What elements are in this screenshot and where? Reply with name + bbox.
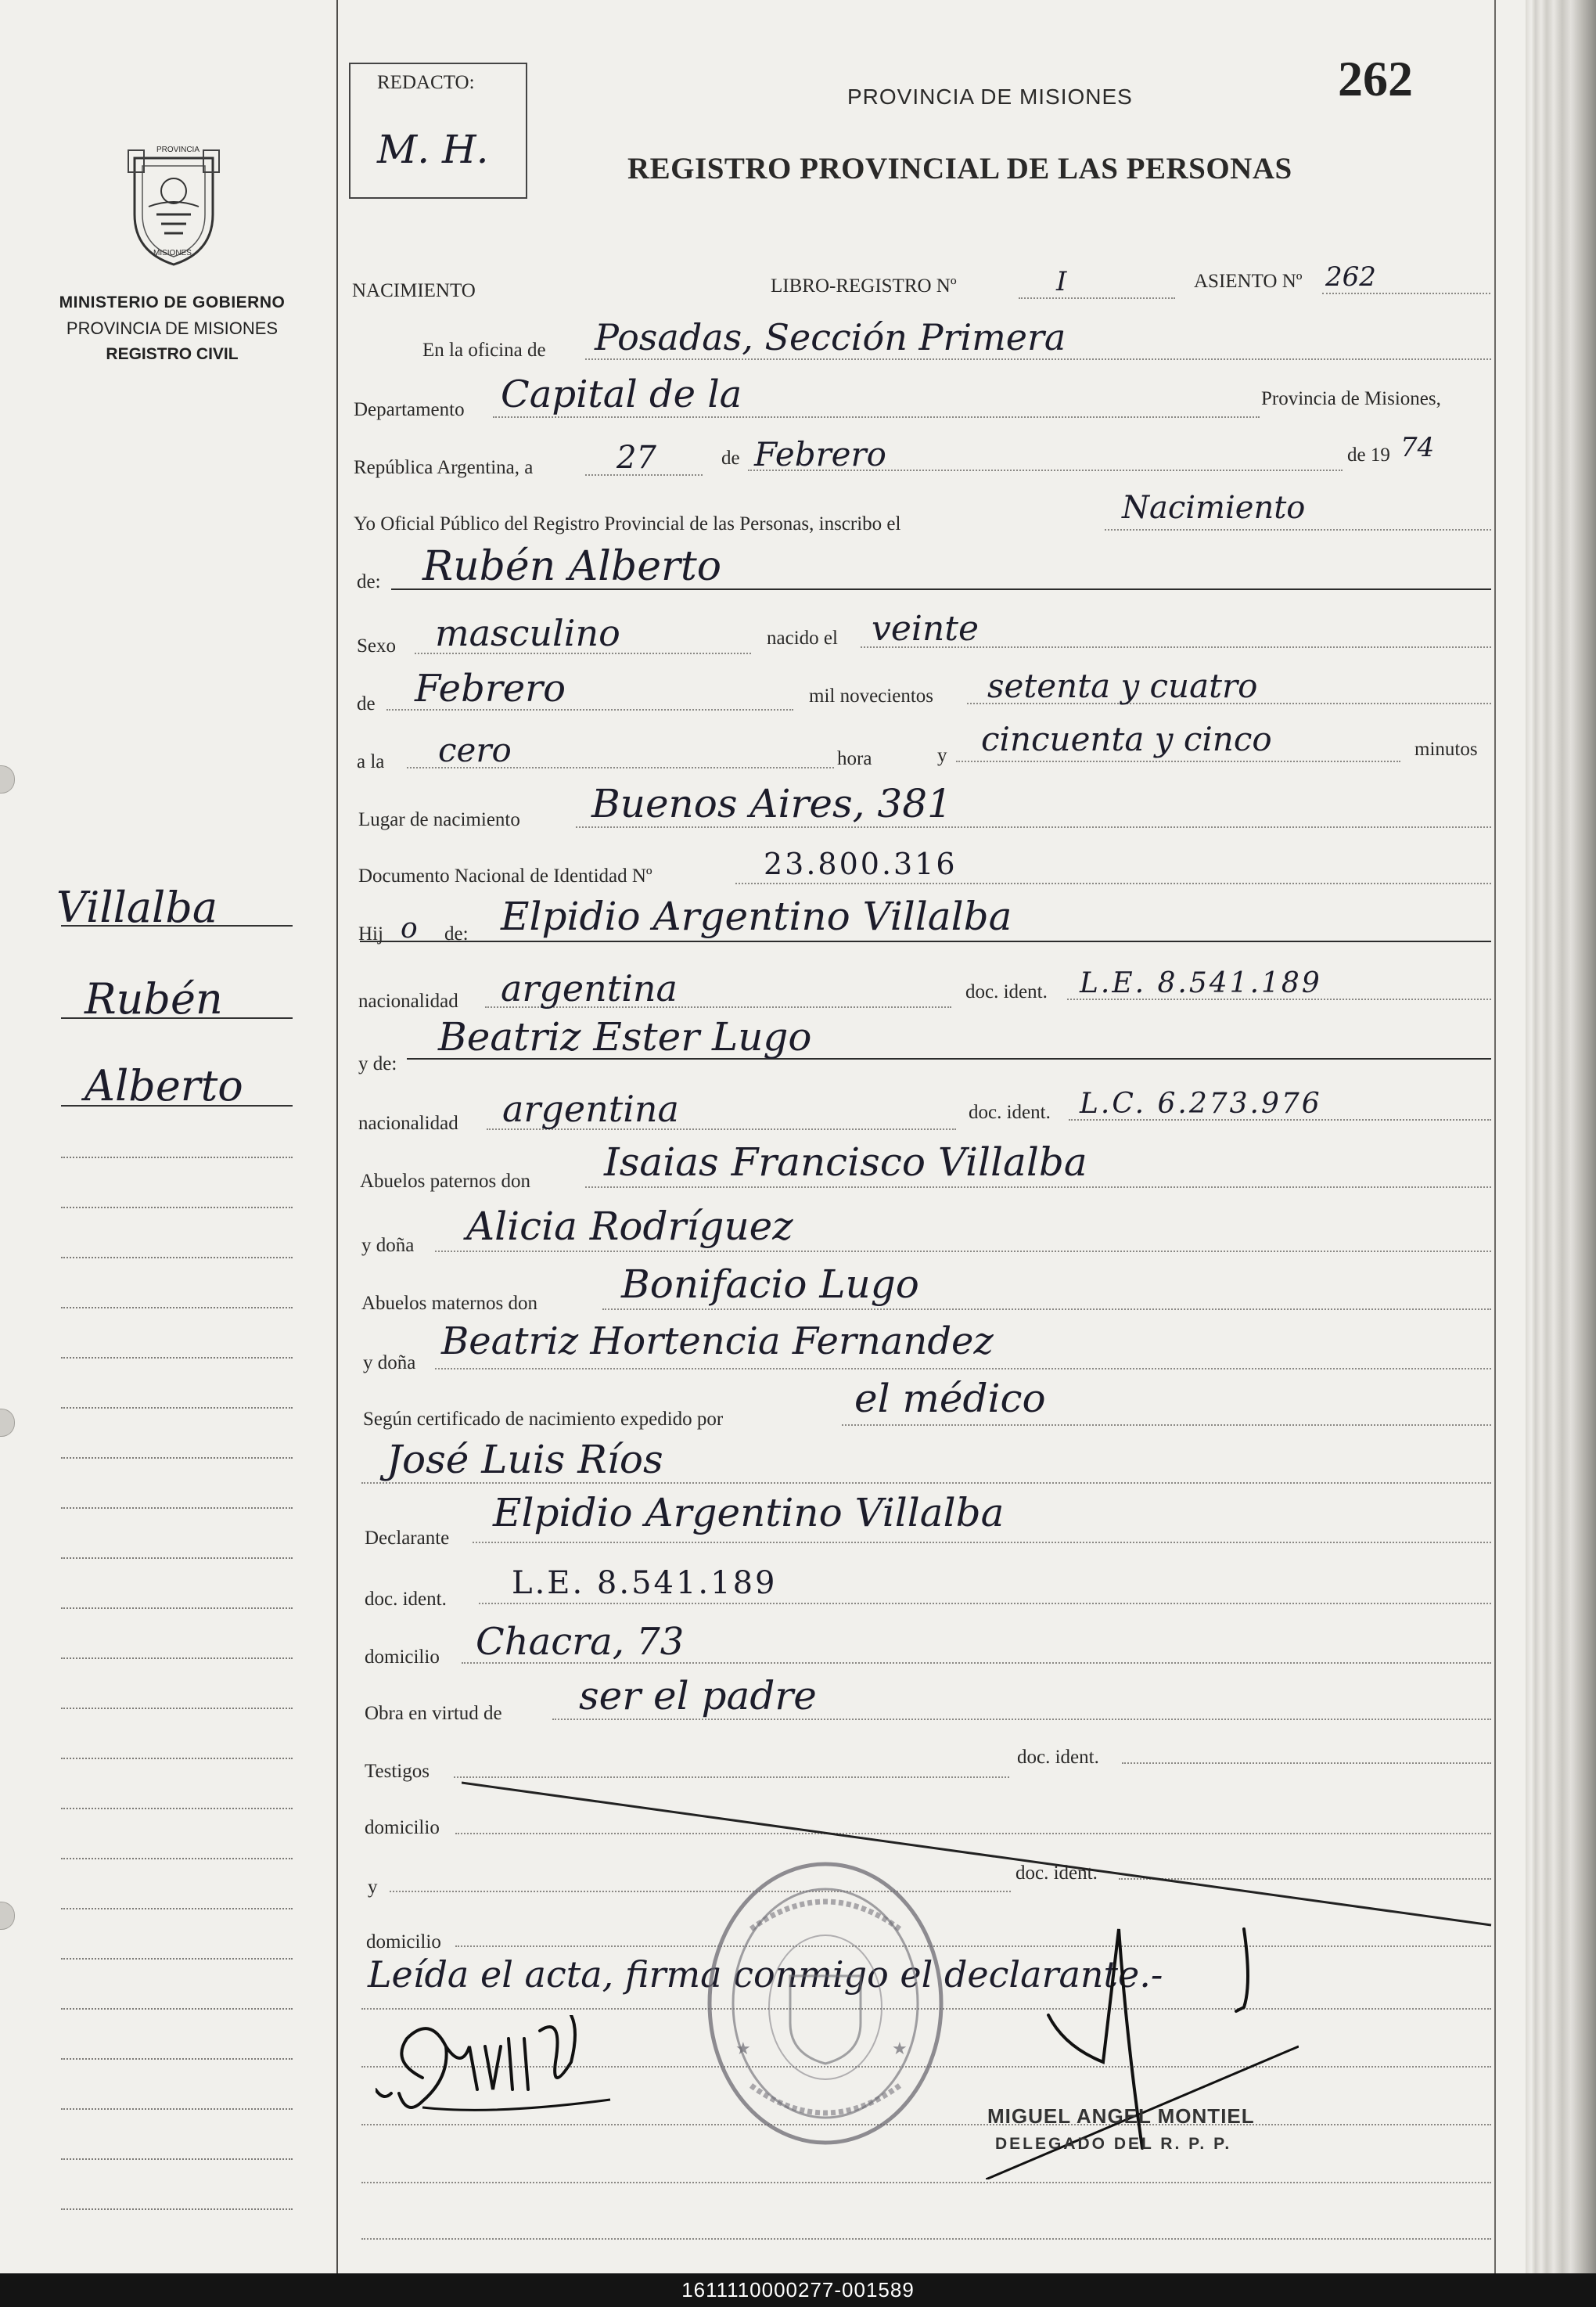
leida-value: Leída el acta, firma conmigo el declarante.- [368,1953,1163,1996]
republica-label: República Argentina, a [354,457,534,478]
madre-value: Beatriz Ester Lugo [438,1014,812,1060]
dni-value: 23.800.316 [764,847,958,881]
mes-value: Febrero [754,435,886,473]
lugar-value: Buenos Aires, 381 [591,781,952,826]
dotted-line [479,1603,1491,1604]
docd-value: L.E. 8.541.189 [512,1565,778,1601]
solid-line [360,941,1491,942]
side-line [61,1708,293,1709]
dotted-line [576,826,1491,828]
barcode-footer [0,2273,1596,2307]
domt2-label: domicilio [366,1931,441,1952]
ministry-line-3: REGISTRO CIVIL [106,345,239,363]
side-line [61,1307,293,1308]
de2-label: de: [357,571,381,592]
side-line [61,1808,293,1809]
official-name: MIGUEL ANGEL MONTIEL [987,2104,1255,2128]
redacto-box [349,63,527,199]
seal-text-top: PROVINCIA [156,146,200,154]
sexo-label: Sexo [357,635,396,657]
side-line [61,1157,293,1158]
ministry-block [47,290,297,367]
abp-value: Isaias Francisco Villalba [604,1139,1087,1185]
mes2-value: Febrero [415,667,566,711]
side-line [61,1207,293,1208]
nacimiento-label: NACIMIENTO [352,280,476,301]
declarante-value: Elpidio Argentino Villalba [493,1490,1005,1535]
dotted-line [1105,529,1491,531]
nac2-value: argentina [502,1088,679,1130]
mil-label: mil novecientos [809,686,933,707]
padre-value: Elpidio Argentino Villalba [501,894,1012,939]
nac1-value: argentina [501,967,678,1010]
dni-label: Documento Nacional de Identidad Nº [358,866,652,887]
side-line [61,1958,293,1960]
min-value: cincuenta y cinco [981,720,1272,758]
svg-text:★: ★ [892,2039,908,2058]
de3-label: de [357,693,376,714]
dotted-line [1019,297,1175,299]
doct2-label: doc. ident. [1015,1863,1098,1884]
abm-label: Abuelos maternos don [361,1293,537,1314]
side-line [61,1507,293,1509]
side-line [61,1657,293,1659]
ydona2-label: y doña [363,1352,416,1373]
dotted-line [842,1424,1491,1426]
asiento-label: ASIENTO Nº [1194,271,1303,292]
anio-label: de 19 [1347,444,1390,466]
nombre-value: Rubén Alberto [422,543,722,590]
libro-value: I [1056,266,1067,297]
declarant-signature [376,2015,634,2125]
dotted-line [602,1308,1491,1310]
side-line [61,1407,293,1409]
page-edge [1526,0,1596,2273]
yde-label: y de: [358,1053,397,1074]
side-line [61,1758,293,1759]
departamento-value: Capital de la [501,373,742,416]
de-label: de [721,448,740,469]
side-line [61,1257,293,1258]
dotted-line [585,358,1491,360]
yo-label: Yo Oficial Público del Registro Provincial de las Personas, inscribo el [354,513,901,534]
side-line [61,2058,293,2060]
yt-label: y [368,1877,378,1898]
abm-value: Bonifacio Lugo [621,1261,919,1307]
nac1-label: nacionalidad [358,991,458,1012]
minutos-label: minutos [1414,739,1478,760]
side-line [61,1357,293,1359]
ala-label: a la [357,751,385,772]
docd-label: doc. ident. [365,1589,447,1610]
binder-hole [0,1409,15,1437]
nacido-value: veinte [872,609,980,649]
dotted-line [1322,293,1490,294]
medico-value: José Luis Ríos [386,1437,663,1482]
side-line [61,1017,293,1019]
dom-label: domicilio [365,1647,440,1668]
oficina-label: En la oficina de [422,340,546,361]
province-title: PROVINCIA DE MISIONES [847,85,1133,109]
sexo-value: masculino [435,612,620,654]
hora-label: hora [837,748,872,769]
registry-stamp-icon [704,1859,947,2148]
mil-value: setenta y cuatro [987,667,1258,705]
official-title: DELEGADO DEL R. P. P. [995,2135,1232,2153]
dotted-line [361,1482,1491,1484]
segun-value: el médico [854,1376,1046,1421]
registry-title: REGISTRO PROVINCIAL DE LAS PERSONAS [627,152,1292,185]
declarante-label: Declarante [365,1528,450,1549]
seal-text-bottom: MISIONES [153,249,192,257]
side-line [61,2158,293,2160]
side-surname: Villalba [56,883,218,932]
departamento-label: Departamento [354,399,465,420]
dotted-line [493,416,1260,418]
svg-text:★: ★ [735,2039,751,2058]
redacto-label: REDACTO: [377,72,475,93]
ydona1-label: y doña [361,1235,415,1256]
side-line [61,2208,293,2210]
hijo-label: Hij [358,923,383,945]
dia-value: 27 [616,440,656,476]
abp2-value: Alicia Rodríguez [466,1204,793,1249]
side-line [61,1908,293,1909]
side-first-name: Rubén [84,974,223,1024]
binder-hole [0,765,15,794]
margin-rule [336,0,338,2273]
side-second-name: Alberto [84,1061,243,1110]
side-line [61,2108,293,2110]
dotted-line [585,1186,1491,1188]
dotted-line [473,1542,1491,1543]
side-line [61,925,293,927]
dotted-line [455,1945,1491,1947]
side-line [61,2008,293,2010]
hora-value: cero [438,731,512,769]
strike-line [462,1776,1494,1933]
dotted-line [361,2182,1491,2183]
dotted-line [735,883,1491,884]
nacido-label: nacido el [767,628,838,649]
oficina-value: Posadas, Sección Primera [595,316,1066,358]
libro-label: LIBRO-REGISTRO Nº [771,275,957,297]
redacto-initials: M. H. [377,127,489,172]
page-number: 262 [1338,51,1413,106]
doc1-label: doc. ident. [965,981,1048,1002]
dotted-line [435,1368,1491,1369]
y-label: y [937,745,947,766]
right-rule [1494,0,1496,2273]
dotted-line [552,1719,1491,1720]
doc2-value: L.C. 6.273.976 [1080,1088,1322,1120]
hijo-suffix: o [401,912,418,945]
side-line [61,1457,293,1459]
abm2-value: Beatriz Hortencia Fernandez [441,1319,994,1363]
dotted-line [435,1251,1491,1252]
doc2-label: doc. ident. [969,1102,1051,1123]
testigos-label: Testigos [365,1761,430,1782]
domt1-label: domicilio [365,1817,440,1838]
abp-label: Abuelos paternos don [360,1171,531,1192]
ministry-line-1: MINISTERIO DE GOBIERNO [59,293,286,311]
obra-value: ser el padre [579,1673,817,1719]
yo-value: Nacimiento [1122,490,1306,526]
side-line [61,1105,293,1107]
dotted-line [1122,1762,1491,1764]
obra-label: Obra en virtud de [365,1703,502,1724]
dom-value: Chacra, 73 [476,1620,685,1664]
lugar-label: Lugar de nacimiento [358,809,520,830]
barcode-text: 1611110000277-001589 [681,2278,915,2302]
asiento-value: 262 [1325,261,1376,293]
anio-value: 74 [1400,432,1435,463]
provincia-label: Provincia de Misiones, [1261,388,1441,409]
side-line [61,1557,293,1559]
dotted-line [956,761,1400,762]
ministry-line-2: PROVINCIA DE MISIONES [66,319,279,338]
doc1-value: L.E. 8.541.189 [1080,967,1322,999]
hijo-de-label: de: [444,923,469,945]
segun-label: Según certificado de nacimiento expedido por [363,1409,724,1430]
dotted-line [361,2238,1491,2240]
binder-hole [0,1902,15,1930]
side-line [61,1607,293,1609]
nac2-label: nacionalidad [358,1113,458,1134]
side-line [61,1858,293,1859]
doct1-label: doc. ident. [1017,1747,1099,1768]
